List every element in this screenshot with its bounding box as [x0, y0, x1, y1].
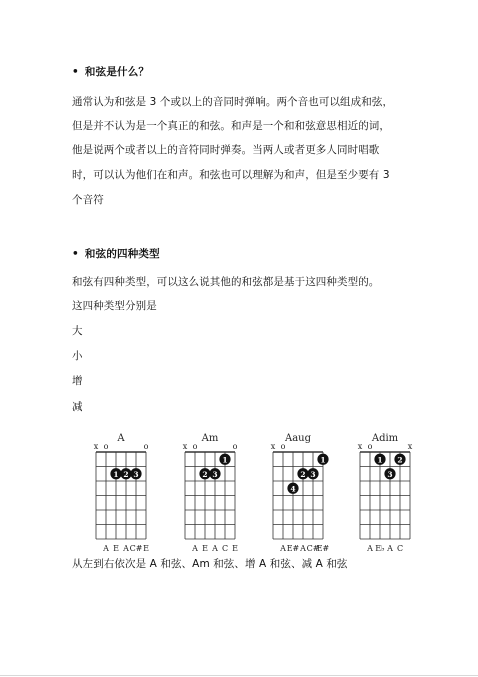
chord-diagram-adim	[358, 433, 413, 553]
chord-diagrams	[88, 430, 428, 553]
muted-string-marker: x	[270, 442, 276, 451]
paragraph-line: 他是说两个或者以上的音符同时弹奏。当两人或者更多人同时唱歌	[72, 144, 380, 156]
chord-type-major: 大	[72, 325, 83, 337]
chord-name: Aaug	[284, 433, 312, 444]
finger-number: 4	[290, 484, 296, 494]
open-string-marker: o	[280, 442, 286, 451]
chord-type-augmented: 增	[72, 375, 83, 387]
note-name: A	[103, 544, 109, 553]
bullet: •	[72, 66, 79, 78]
section-heading-what-is-chord	[72, 64, 149, 79]
paragraph-line: 和弦有四种类型，可以这么说其他的和弦都是基于这四种类型的。	[72, 276, 380, 288]
chord-diagram-a	[94, 433, 149, 553]
note-name: E#	[286, 544, 300, 553]
muted-string-marker: x	[182, 442, 188, 451]
note-name: E#	[316, 544, 330, 553]
open-string-marker: o	[103, 442, 109, 451]
chord-name: Am	[201, 433, 219, 444]
finger-number: 1	[113, 469, 119, 479]
chord-name: Adim	[371, 433, 399, 444]
note-name: A	[387, 544, 393, 553]
finger-number: 1	[222, 455, 228, 465]
paragraph-line: 时，可以认为他们在和声。和弦也可以理解为和声，但是至少要有 3	[72, 169, 390, 181]
note-name: A	[280, 544, 286, 553]
finger-number: 3	[133, 469, 139, 479]
paragraph-line: 但是并不认为是一个真正的和弦。和声是一个和和弦意思相近的词，	[72, 120, 390, 132]
finger-number: 3	[212, 469, 218, 479]
note-name: A	[192, 544, 198, 553]
paragraph-line: 个音符	[72, 194, 104, 206]
page-bottom-rule	[0, 675, 478, 676]
note-name: A	[367, 544, 373, 553]
muted-string-marker: x	[93, 442, 99, 451]
finger-number: 1	[377, 455, 383, 465]
bullet: •	[72, 248, 79, 260]
muted-string-marker: x	[407, 442, 413, 451]
open-string-marker: o	[367, 442, 373, 451]
finger-number: 2	[300, 469, 306, 479]
finger-number: 2	[397, 455, 403, 465]
note-name: E	[232, 544, 238, 553]
chord-diagram-am	[183, 433, 238, 553]
note-name: A	[123, 544, 129, 553]
finger-number: 1	[320, 455, 326, 465]
note-name: E	[202, 544, 208, 553]
chord-diagram-aaug	[271, 433, 330, 553]
note-name: E♭	[375, 544, 385, 553]
heading-text: 和弦的四种类型	[84, 248, 160, 260]
section-heading-four-types	[72, 246, 160, 261]
note-name: E	[143, 544, 149, 553]
open-string-marker: o	[192, 442, 198, 451]
paragraph-line: 通常认为和弦是 3 个或以上的音同时弹响。两个音也可以组成和弦，	[72, 96, 394, 108]
note-name: E	[113, 544, 119, 553]
note-name: A	[300, 544, 306, 553]
open-string-marker: o	[143, 442, 149, 451]
finger-number: 2	[202, 469, 208, 479]
chord-name: A	[117, 433, 125, 444]
note-name: C#	[306, 544, 320, 553]
finger-number: 3	[310, 469, 316, 479]
note-name: C	[221, 544, 229, 553]
muted-string-marker: x	[357, 442, 363, 451]
paragraph-line: 这四种类型分别是	[72, 300, 157, 312]
finger-number: 2	[123, 469, 129, 479]
open-string-marker: o	[232, 442, 238, 451]
caption: 从左到右依次是 A 和弦、Am 和弦、增 A 和弦、减 A 和弦	[72, 558, 348, 570]
finger-number: 3	[387, 469, 393, 479]
note-name: A	[212, 544, 218, 553]
note-name: C	[396, 544, 404, 553]
chord-type-diminished: 减	[72, 401, 83, 413]
heading-text: 和弦是什么？	[84, 66, 150, 78]
note-name: C#	[129, 544, 143, 553]
chord-type-minor: 小	[72, 350, 83, 362]
